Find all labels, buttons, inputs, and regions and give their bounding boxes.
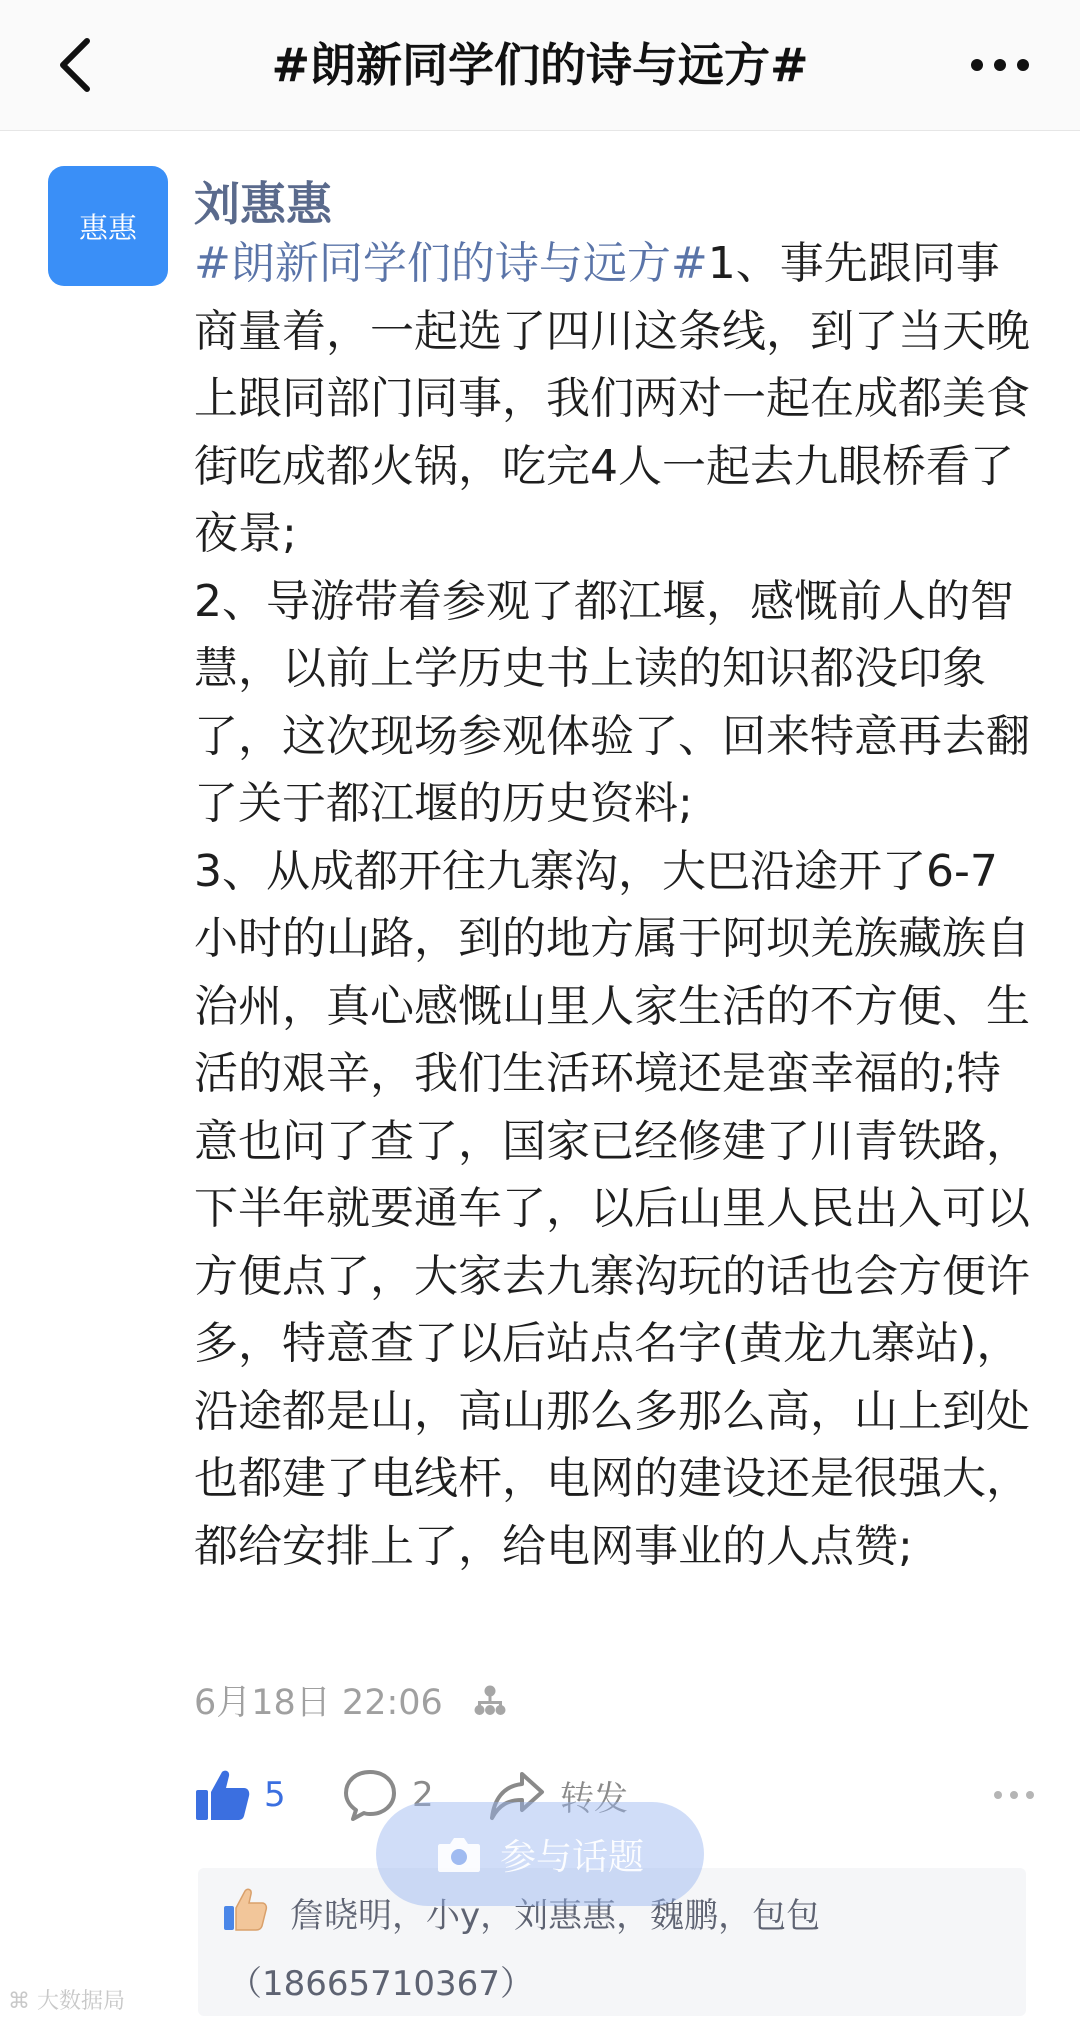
post-more-button[interactable] [994, 1760, 1034, 1830]
post-text: 1、事先跟同事商量着，一起选了四川这条线，到了当天晚上跟同部门同事，我们两对一起在成都美食街吃成都火锅，吃完4人一起去九眼桥看了夜景; 2、导游带着参观了都江堰，感慨前人的智慧，以前上学历史书上读的知识都没印象了，这次现场参观体验了、回来特意再去翻了关于都江堰的历史资料; 3、从成都开往九寨沟，大巴沿途开了6-7小时的山路，到的地方属于阿坝羌族藏族自治州，真心感慨山里人家生活的不方便、生活的艰辛，我们生活环境还是蛮幸福的;特意也问了查了，国家已经修建了川青铁路，下半年就要通车了，以后山里人民出入可以方便点了，大家去九寨沟玩的话也会方便许多，特意查了以后站点名字(黄龙九寨站)，沿途都是山，高山那么多那么高，山上到处也都建了电线杆，电网的建设还是很强大，都给安排上了，给电网事业的人点赞; [194, 238, 1030, 1572]
avatar-text: 惠惠 [78, 210, 137, 245]
watermark: ⌘ 大数据局 [8, 1989, 126, 2014]
ellipsis-icon [994, 1791, 1002, 1799]
chevron-left-icon [55, 35, 95, 95]
topic-hashtag[interactable]: #朗新同学们的诗与远方# [194, 238, 708, 289]
participate-label: 参与话题 [499, 1836, 644, 1878]
post-meta [194, 1672, 507, 1728]
more-dots-icon [971, 59, 983, 71]
thumbs-up-icon [194, 1768, 250, 1822]
forward-label: 转发 [560, 1778, 628, 1819]
post-content [194, 230, 1034, 1580]
comment-icon [342, 1768, 398, 1822]
camera-icon [436, 1834, 482, 1874]
watermark-logo-icon: ⌘ [8, 1989, 37, 2014]
participate-topic-button[interactable] [376, 1802, 704, 1906]
author-name[interactable]: 刘惠惠 [194, 177, 332, 231]
top-bar [0, 0, 1080, 131]
more-options-button[interactable] [950, 30, 1050, 100]
like-count: 5 [264, 1775, 286, 1815]
comment-count: 2 [412, 1775, 434, 1815]
like-button[interactable] [194, 1760, 286, 1830]
org-visibility-icon[interactable] [473, 1684, 507, 1716]
back-button[interactable] [40, 30, 110, 100]
likes-names[interactable]: 詹晓明，小y，刘惠惠，魏鹏，包包（18665710367） [228, 1896, 821, 2004]
timestamp: 6月18日 22:06 [194, 1683, 443, 1723]
page-title: #朗新同学们的诗与远方# [271, 38, 809, 92]
avatar[interactable] [48, 166, 168, 286]
